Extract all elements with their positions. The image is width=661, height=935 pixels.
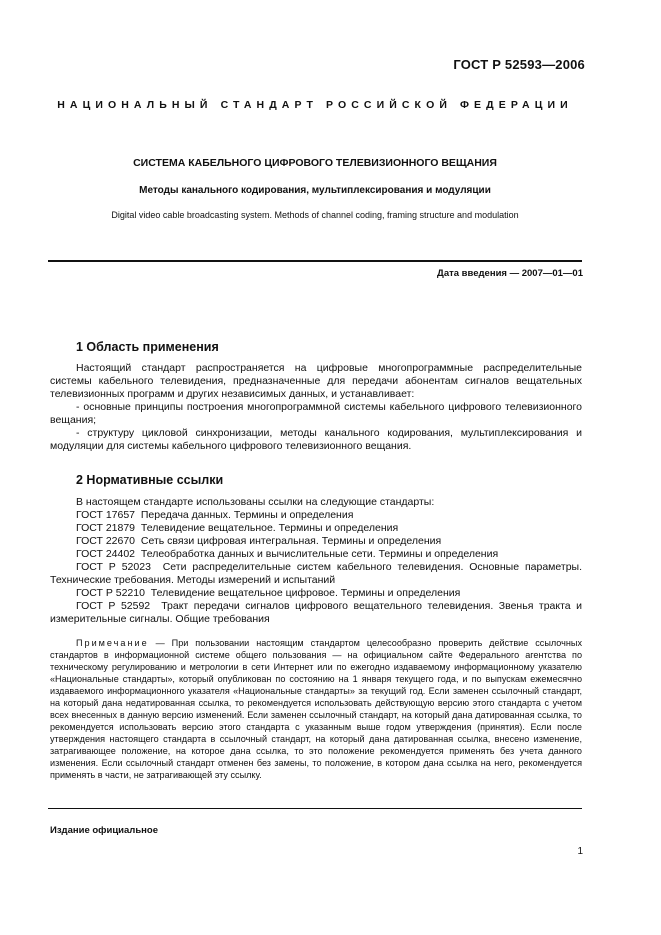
national-standard-heading: НАЦИОНАЛЬНЫЙ СТАНДАРТ РОССИЙСКОЙ ФЕДЕРАЦИИ bbox=[57, 99, 573, 111]
note-text: — При пользовании настоящим стандартом целесообразно проверить действие ссылочных стандартов в информационной системе общего пользования — на официальном сайте Федерального агентства по техническому регулированию и метрологии в сети Интернет или по ежегодно издаваемому информационному указателю «Национальные стандарты», который опубликован по состоянию на 1 января текущего года, и по выпускам ежемесячно издаваемого информационного указателя «Национальные стандарты» за текущий год. Если заменен ссылочный стандарт, на который дана недатированная ссылка, то рекомендуется использовать действующую версию этого стандарта с учетом всех внесенных в данную версию изменений. Если заменен ссылочный стандарт, на который дана датированная ссылка, то рекомендуется использовать версию этого стандарта с указанным выше годом утверждения (принятия). Если после утверждения настоящего стандарта в ссылочный стандарт, на который дана датированная ссылка, внесено изменение, затрагивающее положение, на которое дана ссылка, то это положение рекомендуется применять без учета данного изменения. Если ссылочный стандарт отменен без замены, то положение, в котором дана ссылка на него, рекомендуется применять в части, не затрагивающей эту ссылку. bbox=[50, 638, 582, 780]
footer-divider bbox=[48, 808, 582, 809]
section-2-body bbox=[50, 496, 582, 626]
note-paragraph bbox=[50, 637, 582, 781]
reference-item bbox=[50, 561, 582, 587]
reference-title: Тракт передачи сигналов цифрового вещательного телевидения. Звенья тракта и измерительные сигналы. Общие требования bbox=[50, 600, 583, 625]
note-block bbox=[50, 637, 582, 781]
reference-item bbox=[50, 509, 582, 522]
reference-title: Сеть связи цифровая интегральная. Термины и определения bbox=[140, 535, 442, 547]
section-1-paragraph: Настоящий стандарт распространяется на цифровые многопрограммные распределительные системы кабельного телевидения, предназначенные для передачи абонентам сигналов вещательных телевизионных программ и других независимых данных, и устанавливает: bbox=[50, 362, 582, 400]
reference-title: Передача данных. Термины и определения bbox=[140, 509, 354, 521]
reference-number: ГОСТ Р 52023 bbox=[76, 561, 151, 573]
reference-number: ГОСТ 24402 bbox=[76, 548, 136, 560]
reference-item bbox=[50, 600, 582, 626]
reference-number: ГОСТ 17657 bbox=[76, 509, 136, 521]
reference-title: Телевидение вещательное. Термины и определения bbox=[140, 522, 399, 534]
intro-date: Дата введения — 2007—01—01 bbox=[437, 268, 583, 279]
gost-number: ГОСТ Р 52593—2006 bbox=[453, 57, 585, 72]
note-label: Примечание bbox=[76, 638, 149, 648]
section-1-list-item: - основные принципы построения многопрограммной системы кабельного цифрового телевизионного вещания; bbox=[50, 401, 582, 426]
reference-title: Телевидение вещательное цифровое. Термины и определения bbox=[150, 587, 461, 599]
section-1-list-item: - структуру цикловой синхронизации, методы канального кодирования, мультиплексирования и модуляции для системы кабельного цифрового телевизионного вещания. bbox=[50, 427, 582, 452]
reference-item bbox=[50, 535, 582, 548]
section-1-heading: 1 Область применения bbox=[76, 340, 219, 354]
english-title: Digital video cable broadcasting system. Methods of channel coding, framing structure and modulation bbox=[111, 210, 519, 220]
edition-label: Издание официальное bbox=[50, 825, 158, 836]
references-intro: В настоящем стандарте использованы ссылки на следующие стандарты: bbox=[76, 496, 435, 508]
title-divider bbox=[48, 260, 582, 262]
reference-item bbox=[50, 587, 582, 600]
section-1-body bbox=[50, 362, 582, 453]
document-subtitle: Методы канального кодирования, мультиплексирования и модуляции bbox=[139, 185, 491, 196]
document-title: СИСТЕМА КАБЕЛЬНОГО ЦИФРОВОГО ТЕЛЕВИЗИОННОГО ВЕЩАНИЯ bbox=[133, 157, 497, 169]
section-2-heading: 2 Нормативные ссылки bbox=[76, 473, 224, 487]
reference-number: ГОСТ 22670 bbox=[76, 535, 136, 547]
reference-title: Сети распределительные систем кабельного телевидения. Основные параметры. Технические требования. Методы измерений и испытаний bbox=[50, 561, 582, 586]
page-number: 1 bbox=[577, 846, 583, 857]
reference-number: ГОСТ Р 52592 bbox=[76, 600, 151, 612]
reference-title: Телеобработка данных и вычислительные сети. Термины и определения bbox=[140, 548, 499, 560]
reference-number: ГОСТ Р 52210 bbox=[76, 587, 145, 599]
reference-item bbox=[50, 548, 582, 561]
reference-item bbox=[50, 522, 582, 535]
reference-number: ГОСТ 21879 bbox=[76, 522, 136, 534]
